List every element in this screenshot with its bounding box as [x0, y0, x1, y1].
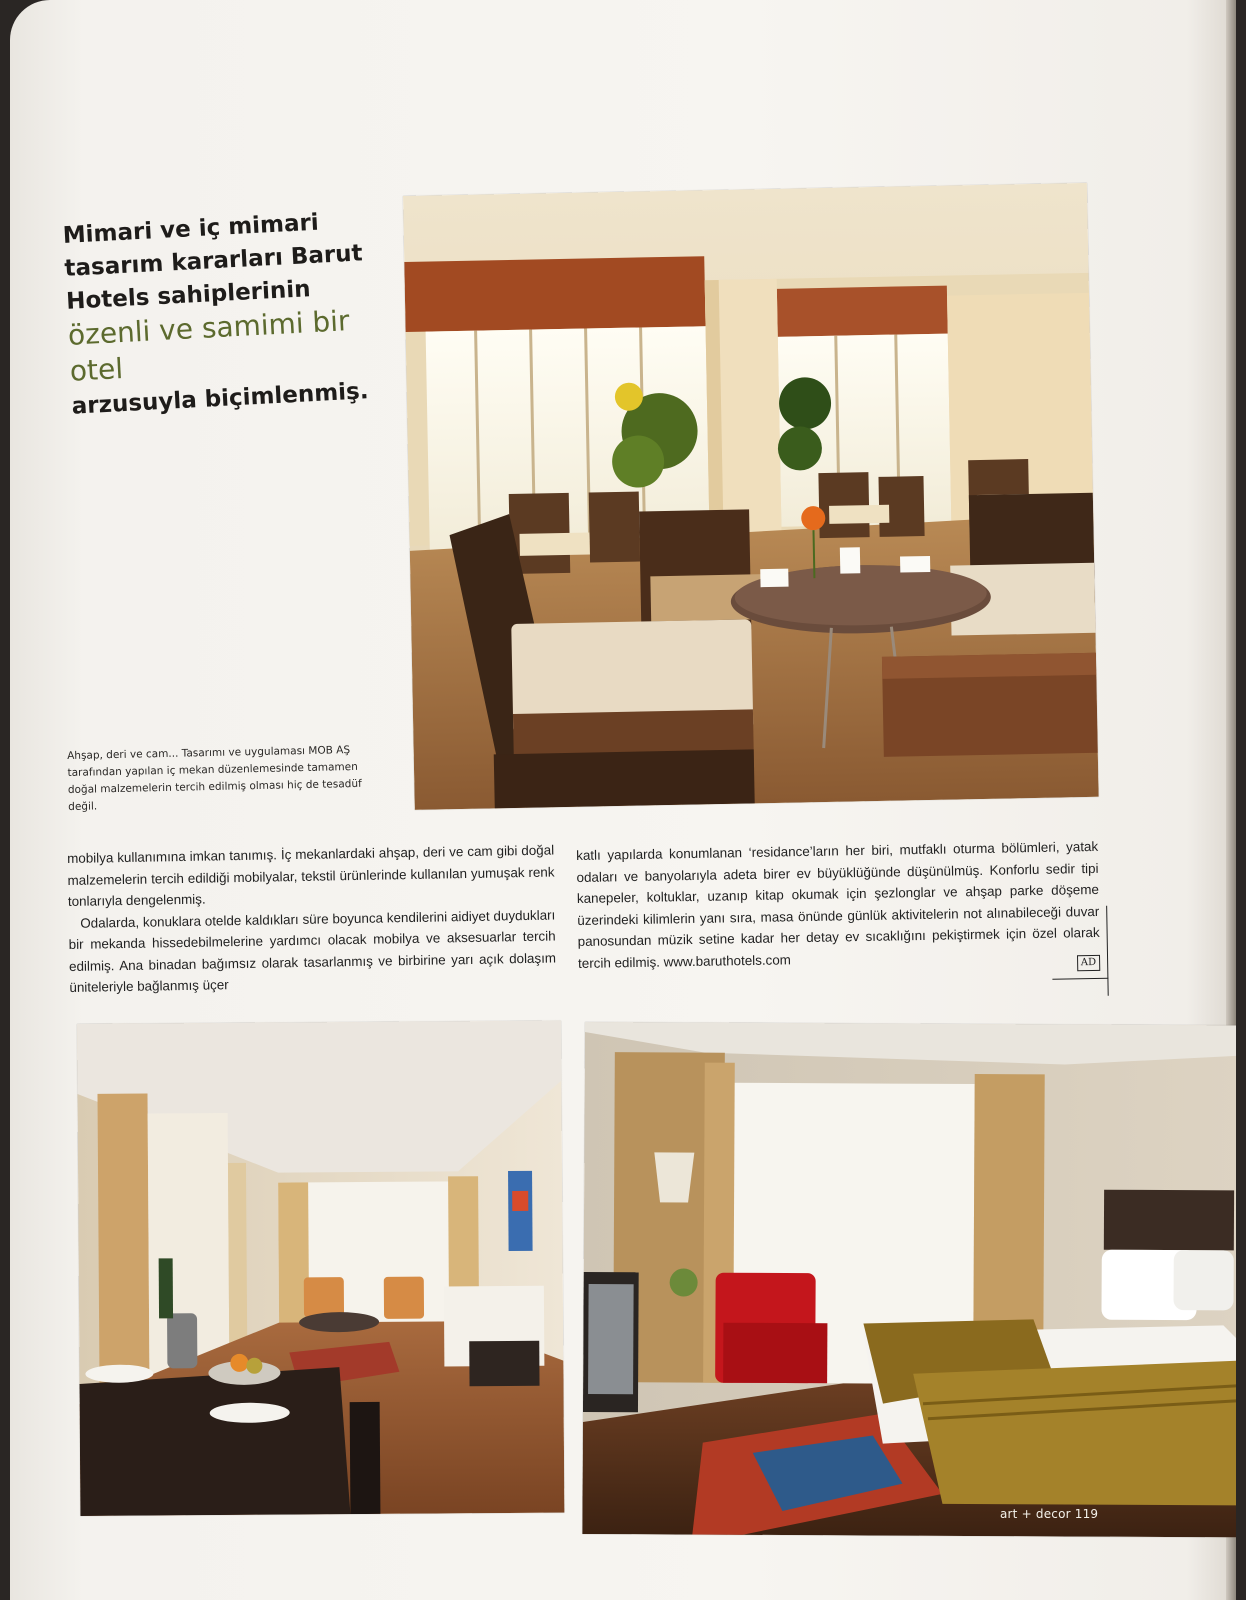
- pull-quote-line3: Hotels sahiplerinin: [65, 276, 312, 315]
- pull-quote-line4: arzusuyla biçimlenmiş.: [71, 378, 370, 420]
- bedroom-illustration: [582, 1022, 1236, 1537]
- end-rule-horizontal: [1052, 978, 1108, 980]
- lounge-photo: [403, 183, 1099, 810]
- body-paragraph: Odalarda, konuklara otelde kaldıkları süre boyunca kendilerini aidiyet duydukları bir mekanda hissedebilmelerine yardımcı olacak mobilya ve aksesuarlar tercih edilmiş. Ana binadan bağımsız olarak tasarlanmış ve birbirine yarı açık dolaşım üniteleriyle bağlanmış üçer: [68, 906, 557, 995]
- magazine-page: [10, 0, 1236, 1600]
- page-folio: art + decor 119: [1000, 1507, 1099, 1521]
- living-room-illustration: [77, 1021, 564, 1516]
- bedroom-photo: [582, 1022, 1236, 1537]
- end-mark-logo: AD: [1077, 955, 1101, 971]
- pull-quote: [62, 203, 392, 423]
- living-room-photo: [77, 1021, 564, 1516]
- pull-quote-highlight: özenli ve samimi bir otel: [67, 304, 351, 388]
- body-paragraph: katlı yapılarda konumlanan ‘residance’ların her biri, mutfaklı oturma bölümleri, yatak odaları ve banyolarıyla adeta birer ev büyüklüğünde düşünülmüş. Konforlu sedir tipi kanepeler, koltuklar, uzanıp kitap okumak için şezlonglar ve ahşap parke döşeme üzerindeki kilimlerin yanı sıra, masa önünde günlük aktivitelerin not alınabileceği duvar panosundan müzik setine kadar her detay ev sıcaklığını pekiştirmek için özel olarak tercih edilmiş. www.baruthotels.com: [576, 838, 1100, 971]
- body-paragraph: mobilya kullanımına imkan tanımış. İç mekanlardaki ahşap, deri ve cam gibi doğal malzemelerin tercih edildiği mobilyalar, tekstil ürünlerinde kullanılan yumuşak renk tonlarıyla dengelenmiş.: [67, 842, 555, 909]
- end-rule-vertical: [1106, 906, 1109, 996]
- pull-quote-line2: tasarım kararları Barut: [63, 240, 364, 282]
- body-column-left: [67, 840, 557, 999]
- body-column-right: [576, 836, 1100, 974]
- lounge-photo-illustration: [403, 183, 1099, 810]
- photo-caption: Ahşap, deri ve cam... Tasarımı ve uygulaması MOB AŞ tarafından yapılan iç mekan düzenlemesinde tamamen doğal malzemelerin tercih edilmiş olması hiç de tesadüf değil.: [67, 744, 362, 813]
- pull-quote-line1: Mimari ve iç mimari: [62, 209, 320, 249]
